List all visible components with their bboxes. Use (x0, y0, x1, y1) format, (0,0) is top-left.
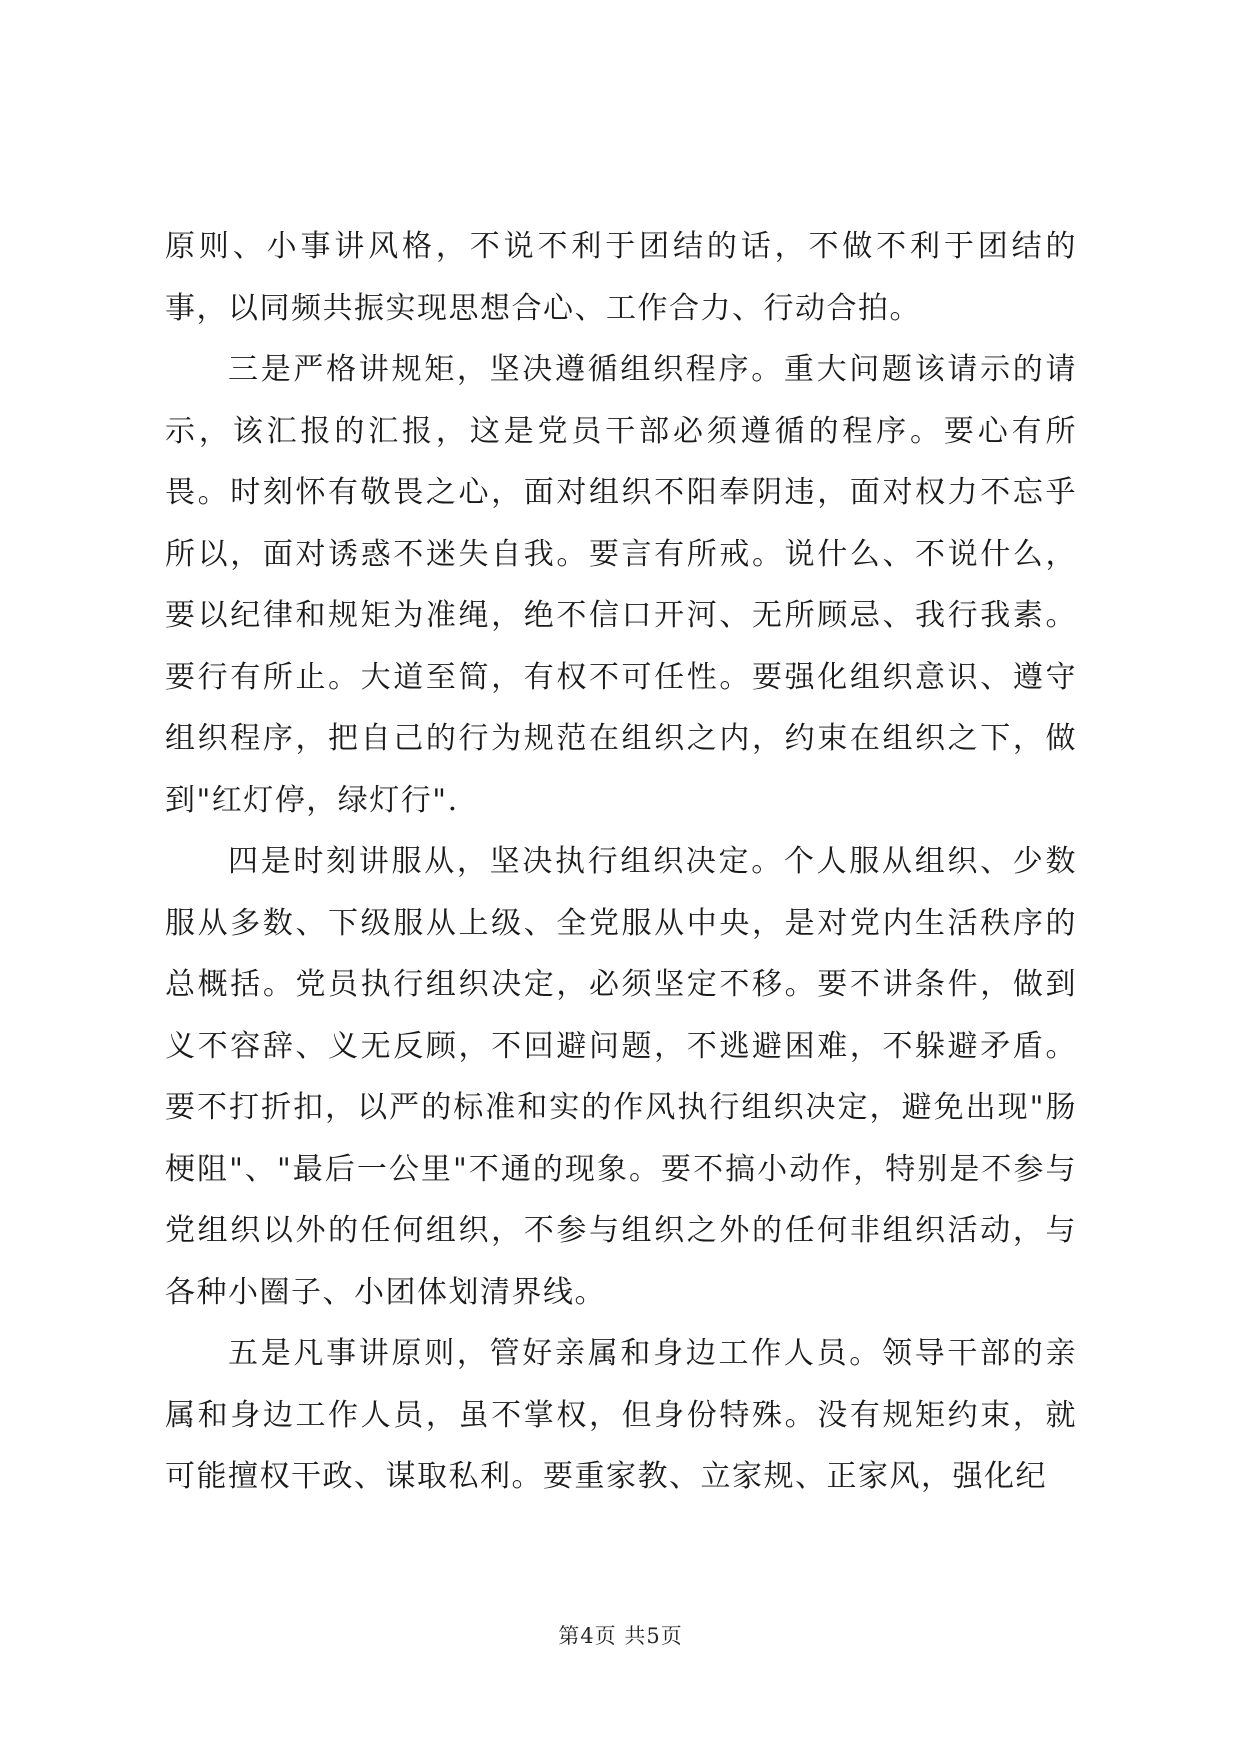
page-footer: 第4页 共5页 (558, 1624, 683, 1648)
body-text (165, 216, 1077, 1508)
paragraph-rule-five: 五是凡事讲原则，管好亲属和身边工作人员。领导干部的亲属和身边工作人员，虽不掌权，但身份特殊。没有规矩约束，就可能擅权干政、谋取私利。要重家教、立家规、正家风，强化纪 (165, 1336, 1077, 1494)
paragraph-rule-four: 四是时刻讲服从，坚决执行组织决定。个人服从组织、少数服从多数、下级服从上级、全党服从中央，是对党内生活秩序的总概括。党员执行组织决定，必须坚定不移。要不讲条件，做到义不容辞、义无反顾，不回避问题，不逃避困难，不躲避矛盾。要不打折扣，以严的标准和实的作风执行组织决定，避免出现"肠梗阻"、"最后一公里"不通的现象。要不搞小动作，特别是不参与党组织以外的任何组织，不参与组织之外的任何非组织活动，与各种小圈子、小团体划清界线。 (165, 844, 1077, 1310)
paragraph-continuation: 原则、小事讲风格，不说不利于团结的话，不做不利于团结的事，以同频共振实现思想合心、工作合力、行动合拍。 (165, 229, 1077, 326)
paragraph-rule-three: 三是严格讲规矩，坚决遵循组织程序。重大问题该请示的请示，该汇报的汇报，这是党员干部必须遵循的程序。要心有所畏。时刻怀有敬畏之心，面对组织不阳奉阴违，面对权力不忘乎所以，面对诱惑不迷失自我。要言有所戒。说什么、不说什么，要以纪律和规矩为准绳，绝不信口开河、无所顾忌、我行我素。要行有所止。大道至简，有权不可任性。要强化组织意识、遵守组织程序，把自己的行为规范在组织之内，约束在组织之下，做到"红灯停，绿灯行". (165, 352, 1077, 818)
